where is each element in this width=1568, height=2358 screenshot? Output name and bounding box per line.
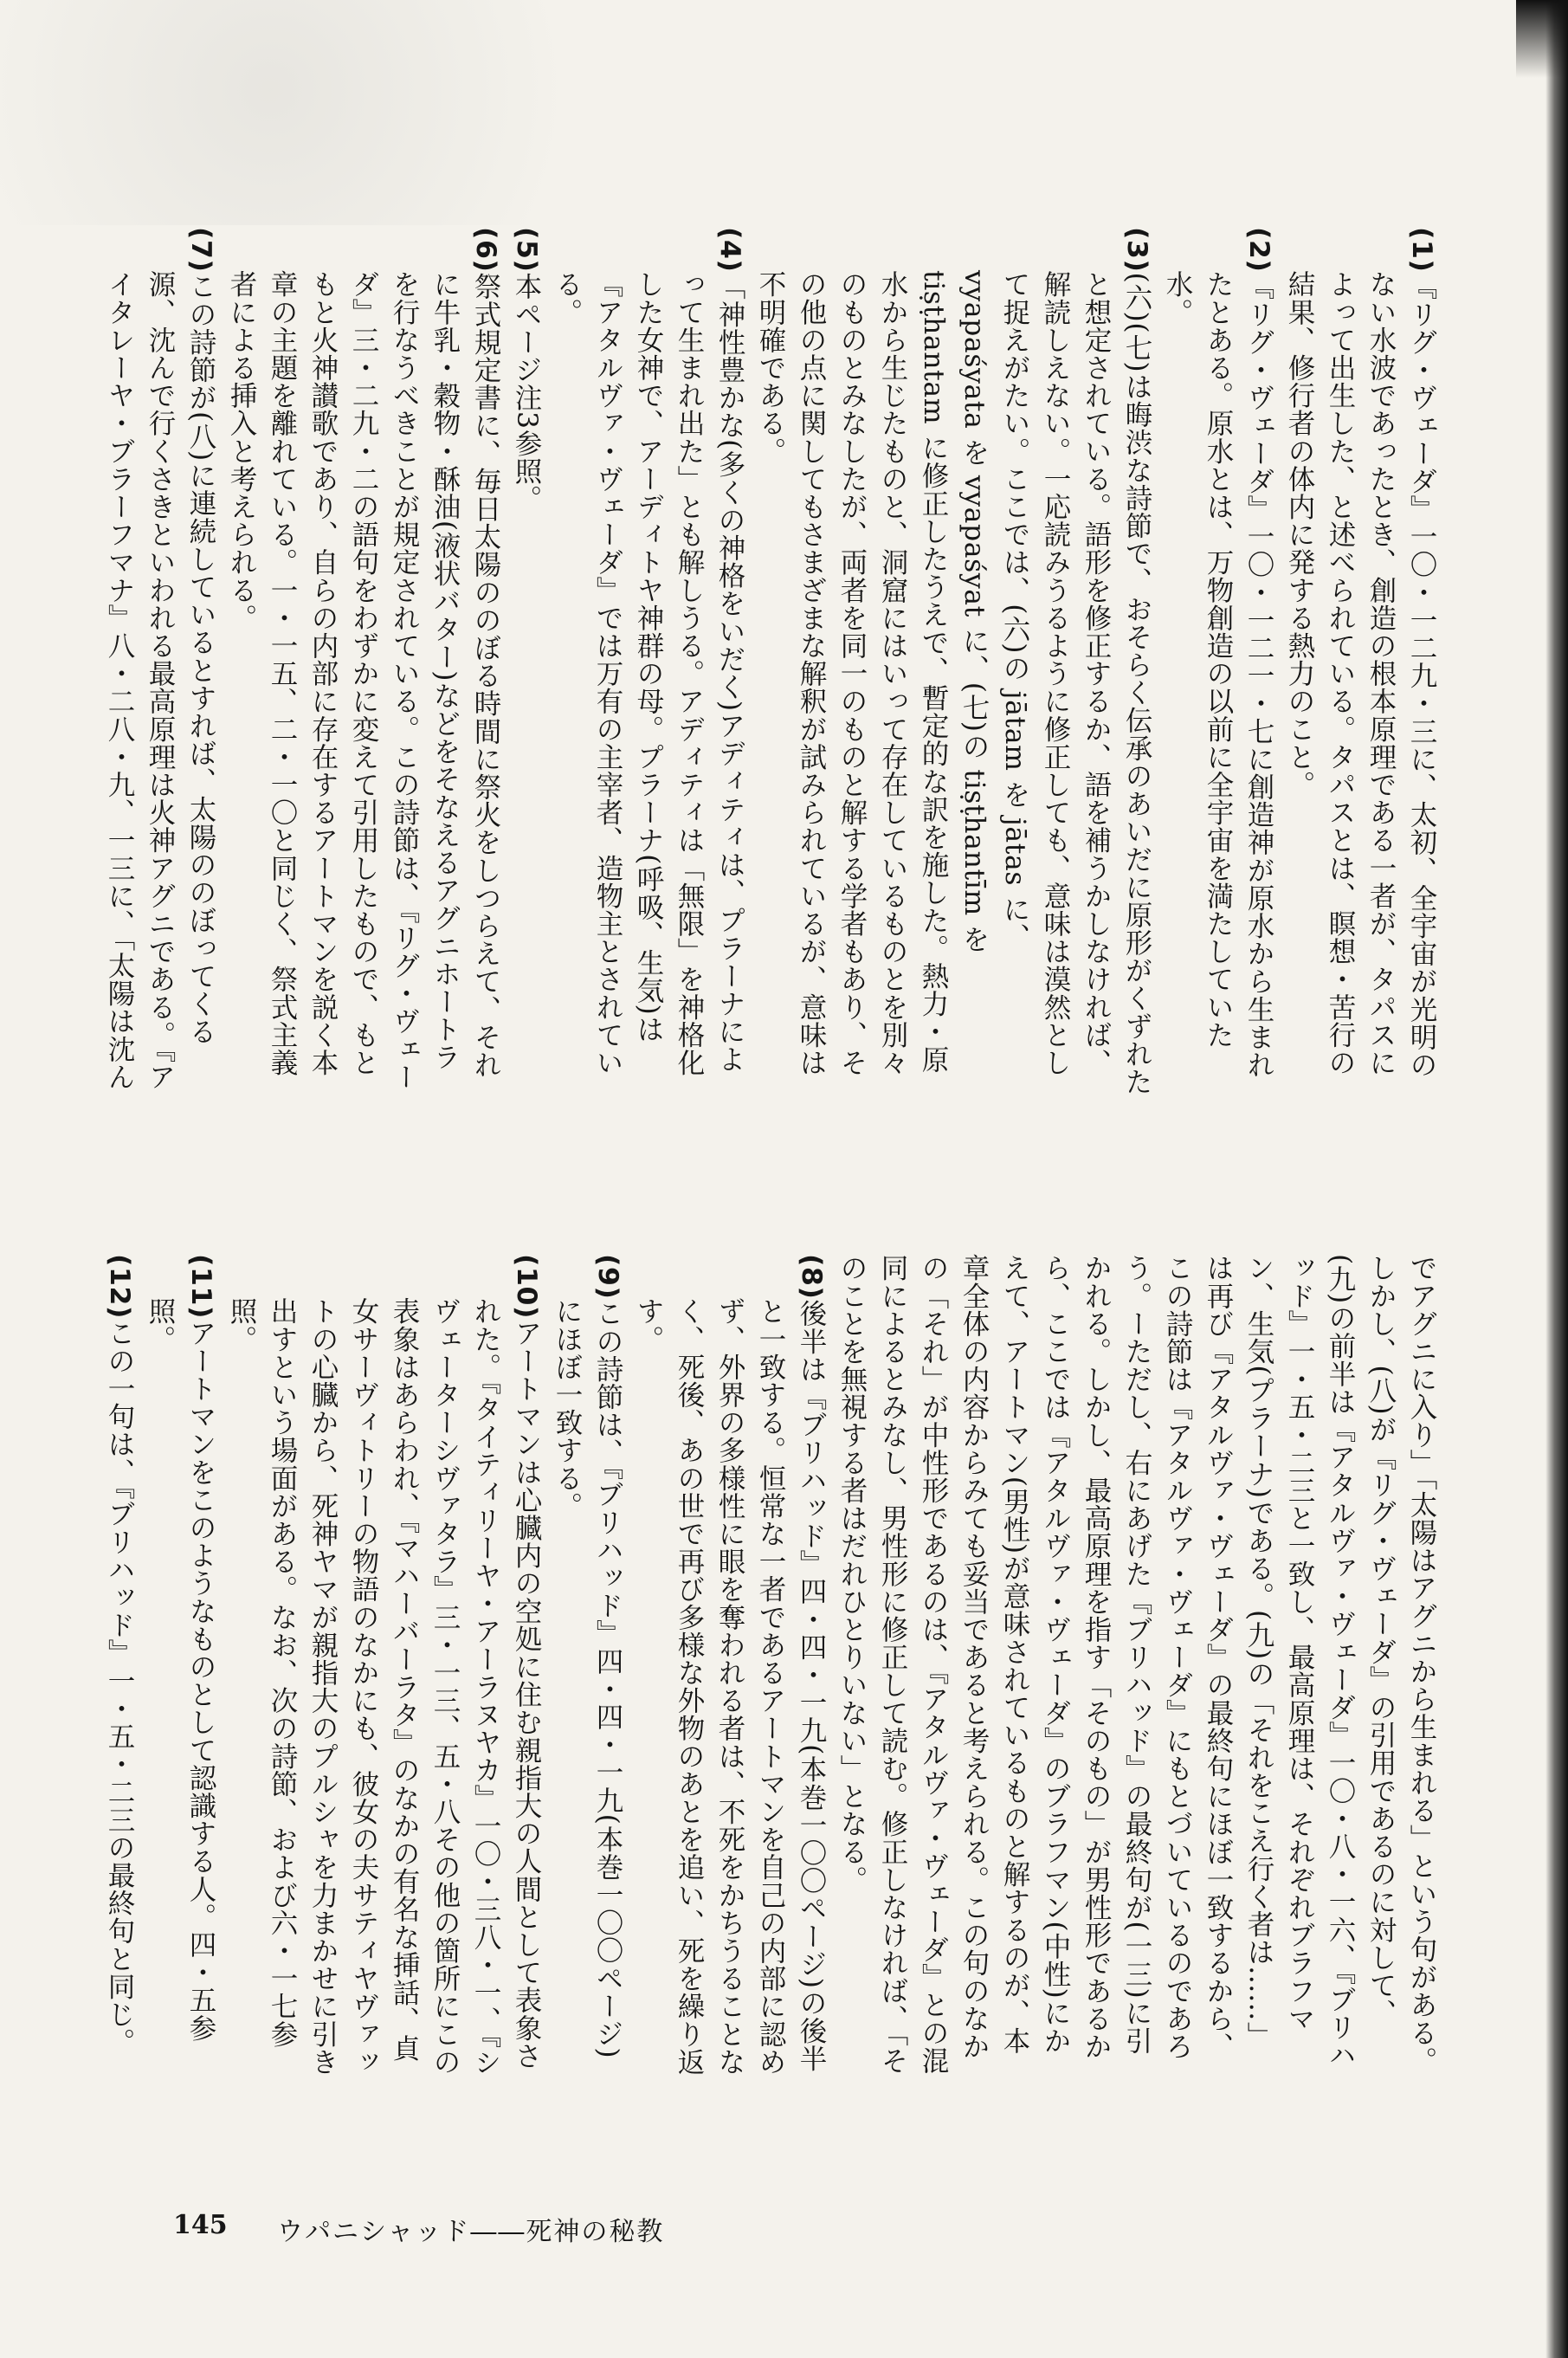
note-4: (4)「神性豊かな(多くの神格をいだく)アディティは、プラーナによって生まれ出た」とも解しうる。アディティは「無限」を神格化した女神で、アーディトヤ神群の母。プラーナ(呼吸、生気)は『アタルヴァ・ヴェーダ』では万有の主宰者、造物主とされている。 (552, 227, 745, 1077)
note-10: (10)アートマンは心臓内の空処に住む親指大の人間として表象された。『タイティリーヤ・アーラヌヤカ』一〇・三八・一、『シヴェーターシヴァタラ』三・一三、五・八その他の箇所にこの表象はあらわれ、『マハーバーラタ』のなかの有名な挿話、貞女サーヴィトリーの物語のなかにも、彼女の夫サティヤヴァットの心臓から、死神ヤマが親指大のプルシャを力まかせに引き出すという場面がある。なお、次の詩節、および六・一七参照。 (226, 1254, 542, 2077)
note-6: (6)祭式規定書に、毎日太陽ののぼる時間に祭火をしつらえて、それに牛乳・穀物・酥油(液状バター)などをそなえるアグニホートラを行なうべきことが規定されている。この詩節は、『リグ・ヴェーダ』三・二九・二の語句をわずかに変えて引用したもので、もともと火神讃歌であり、自らの内部に存在するアートマンを説く本章の主題を離れている。一・一五、二・一〇と同じく、祭式主義者による挿入と考えられる。 (226, 227, 501, 1091)
scan-noise (0, 0, 675, 225)
notes-lower-block (104, 1254, 1442, 2077)
running-title: ウパニシャッド――死神の秘教 (277, 2217, 665, 2247)
notes-upper-block (104, 227, 1442, 1098)
note-5: (5)本ページ注3参照。 (511, 227, 542, 513)
page-edge-shadow (1545, 0, 1568, 2358)
note-2: (2)『リグ・ヴェーダ』一〇・一二一・七に創造神が原水から生まれたとある。原水とは、万物創造の以前に全宇宙を満たしていた水。 (1162, 227, 1274, 1079)
page-number: 145 (173, 2210, 228, 2240)
note-12: (12)この一句は、『ブリハッド』一・五・二三の最終句と同じ。 (104, 1254, 135, 2056)
note-7: (7)この詩節が(八)に連続しているとすれば、太陽ののぼってくる源、沈んで行くさきといわれる最高原理は火神アグニである。『アイタレーヤ・ブラーフマナ』八・二八・九、一三に、「太陽は沈ん (104, 227, 216, 1091)
note-7-continuation: でアグニに入り」「太陽はアグニから生まれる」という句がある。しかし、(八)が『リグ・ヴェーダ』の引用であるのに対して、(九)の前半は『アタルヴァ・ヴェーダ』一〇・八・一六、『ブリハッド』一・五・二三と一致し、最高原理は、それぞれブラフマン、生気(プラーナ)である。(九)の「それをこえ行く者は……」は再び『アタルヴァ・ヴェーダ』の最終句にほぼ一致するから、この詩節は『アタルヴァ・ヴェーダ』にもとづいているのであろう。ーただし、右にあげた『ブリハッド』の最終句が(一三)に引かれる。しかし、最高原理を指す「そのもの」が男性形であるから、ここでは『アタルヴァ・ヴェーダ』のブラフマン(中性)にかえて、アートマン(男性)が意味されているものと解するのが、本章全体の内容からみても妥当であると考えられる。この句のなかの「それ」が中性形であるのは、『アタルヴァ・ヴェーダ』との混同によるとみなし、男性形に修正して読む。修正しなければ、「そのことを無視する者はだれひとりいない」となる。 (836, 1254, 1437, 2075)
note-1: (1)『リグ・ヴェーダ』一〇・一二九・三に、太初、全宇宙が光明のない水波であったとき、創造の根本原理である一者が、タパスによって出生した、と述べられている。タパスとは、瞑想・苦行の結果、修行者の体内に発する熱力のこと。 (1284, 227, 1437, 1079)
note-3: (3)(六)(七)は晦渋な詩節で、おそらく伝承のあいだに原形がくずれたと想定されている。語形を修正するか、語を補うかしなければ、解読しえない。一応読みうるように修正しても、意味は漠然として捉えがたい。ここでは、(六)の jātam を jātas に、vyapaśyata を vyapaśyat に、(七)の tiṣṭhantīm を tiṣṭhantam に修正したうえで、暫定的な訳を施した。熱力・原水から生じたものと、洞窟にはいって存在しているものとを別々のものとみなしたが、両者を同一のものと解する学者もあり、その他の点に関してもさまざまな解釈が試みられているが、意味は不明確である。 (755, 227, 1152, 1095)
page-edge-corner (1516, 0, 1568, 78)
note-9: (9)この詩節は、『ブリハッド』四・四・一九(本巻一〇〇ページ)にほぼ一致する。 (552, 1254, 623, 2059)
note-11: (11)アートマンをこのようなものとして認識する人。四・五参照。 (145, 1254, 216, 2042)
note-8: (8)後半は『ブリハッド』四・四・一九(本巻一〇〇ページ)の後半と一致する。恒常な一者であるアートマンを自己の内部に認めず、外界の多様性に眼を奪われる者は、不死をかちうることなく、死後、あの世で再び多様な外物のあとを追い、死を繰り返す。 (633, 1254, 827, 2077)
